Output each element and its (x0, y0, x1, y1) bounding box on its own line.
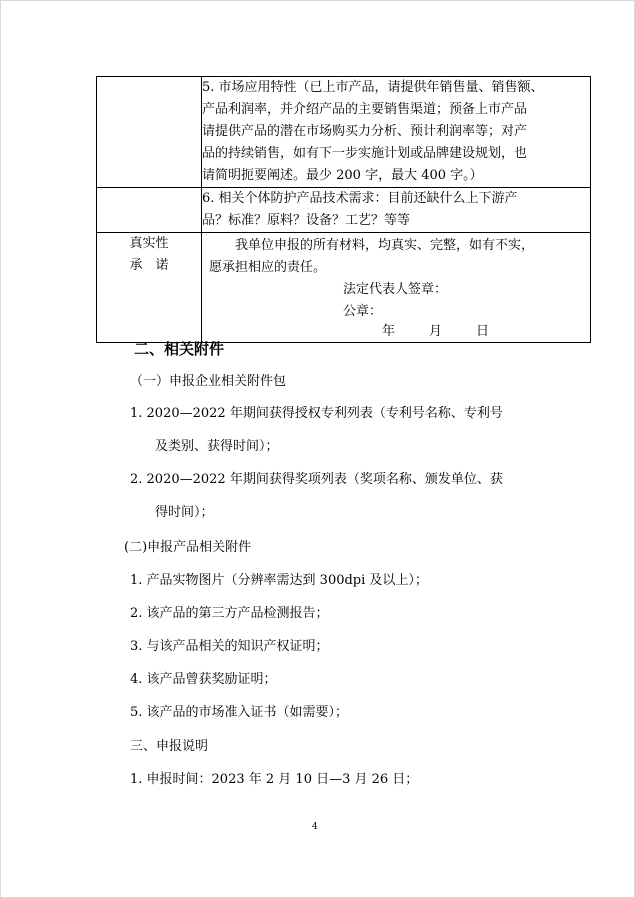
product-attachment-4: 4. 该产品曾获奖励证明； (130, 672, 277, 687)
application-time: 1. 申报时间：2023 年 2 月 10 日—3 月 26 日； (130, 772, 419, 787)
legal-representative-signature: 法定代表人签章： (343, 282, 448, 297)
market-line-4: 品的持续销售，如有下一步实施计划或品牌建设规划，也 (202, 146, 528, 161)
market-line-5: 请简明扼要阐述。最少 200 字，最大 400 字。） (202, 168, 483, 183)
section-2-sub-2: (二)申报产品相关附件 (124, 540, 252, 555)
date-month: 月 (429, 324, 443, 339)
product-attachment-3: 3. 与该产品相关的知识产权证明； (130, 639, 329, 654)
attachment-item-2-line-1: 2. 2020—2022 年期间获得奖项列表（奖项名称、颁发单位、获 (130, 472, 503, 487)
tech-line-2: 品？标准？原料？设备？工艺？等等 (202, 213, 411, 228)
promise-label-line-1: 真实性 (129, 236, 169, 251)
table-row-market (97, 77, 591, 188)
market-line-3: 请提供产品的潜在市场购买力分析、预计利润率等；对产 (202, 124, 528, 139)
promise-label-cell (97, 233, 202, 343)
product-attachment-1: 1. 产品实物图片（分辨率需达到 300dpi 及以上）； (130, 573, 428, 588)
page-number: 4 (312, 822, 318, 832)
date-line (382, 321, 489, 343)
market-line-1: 5. 市场应用特性（已上市产品，请提供年销售量、销售额、 (202, 80, 544, 95)
promise-statement-line-2: 愿承担相应的责任。 (209, 260, 327, 275)
promise-content-cell (202, 233, 591, 343)
tech-needs-cell (202, 188, 591, 233)
attachment-item-2-line-2: 得时间）； (155, 505, 214, 520)
attachment-item-1-line-2: 及类别、获得时间）； (155, 439, 279, 454)
tech-line-1: 6. 相关个体防护产品技术需求：目前还缺什么上下游产 (202, 191, 518, 206)
application-form-table (96, 76, 591, 343)
empty-label-cell (97, 77, 202, 188)
official-seal: 公章： (343, 304, 383, 319)
table-row-tech (97, 188, 591, 233)
product-attachment-5: 5. 该产品的市场准入证书（如需要）； (130, 705, 349, 720)
table-row-promise (97, 233, 591, 343)
date-day: 日 (476, 324, 490, 339)
market-line-2: 产品利润率，并介绍产品的主要销售渠道；预备上市产品 (202, 102, 528, 117)
section-2-title: 二、相关附件 (134, 340, 225, 358)
section-2-sub-1: （一）申报企业相关附件包 (130, 374, 287, 389)
date-year: 年 (382, 324, 396, 339)
empty-label-cell (97, 188, 202, 233)
attachment-item-1-line-1: 1. 2020—2022 年期间获得授权专利列表（专利号名称、专利号 (130, 406, 503, 421)
section-3-title: 三、申报说明 (130, 739, 209, 754)
promise-label-line-2: 承 诺 (129, 258, 169, 273)
market-characteristics-cell (202, 77, 591, 188)
promise-statement-line-1: 我单位申报的所有材料，均真实、完整，如有不实， (209, 238, 535, 253)
product-attachment-2: 2. 该产品的第三方产品检测报告； (130, 606, 329, 621)
